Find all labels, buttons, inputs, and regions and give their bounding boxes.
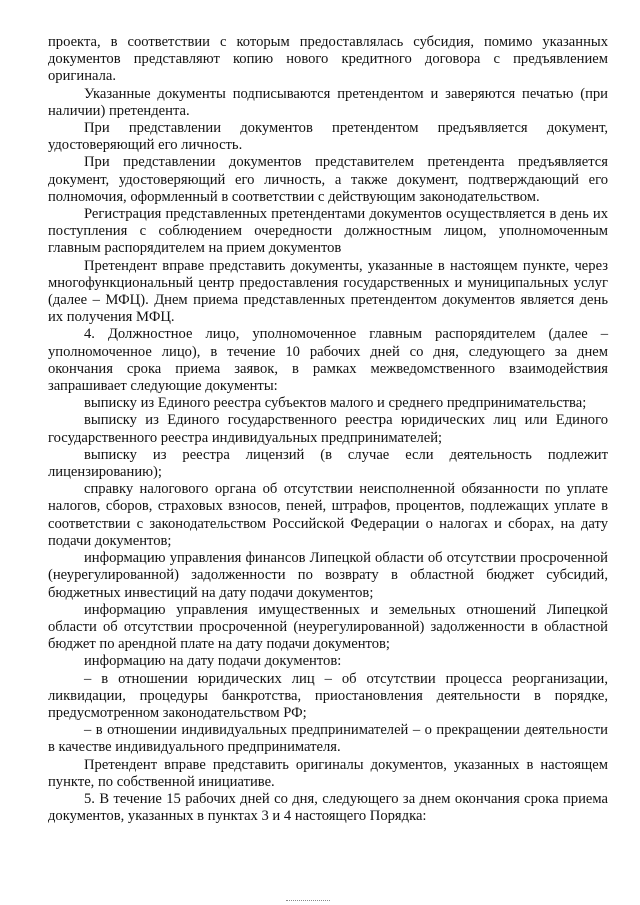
list-item-entrepreneurs: – в отношении индивидуальных предпринимателей – о прекращении деятельности в качестве индивидуального предпринимателя. — [48, 722, 608, 756]
list-item-tax-certificate: справку налогового органа об отсутствии неисполненной обязанности по уплате налогов, сборов, страховых взносов, пеней, штрафов, процентов, подлежащих уплате в соответствии с законодательством Российской Федерации о налогах и сборах, на дату подачи документов; — [48, 481, 608, 549]
document-body — [48, 34, 608, 825]
list-item-info-date: информацию на дату подачи документов: — [84, 653, 342, 670]
list-item-property-info: информацию управления имущественных и земельных отношений Липецкой области об отсутствии просроченной (неурегулированной) задолженности в областной бюджет по арендной плате на дату подачи документов; — [48, 601, 608, 653]
paragraph-item-5: 5. В течение 15 рабочих дней со дня, следующего за днем окончания срока приема документов, указанных в пунктах 3 и 4 настоящего Порядка: — [48, 790, 608, 825]
paragraph-identity-representative: При представлении документов представителем претендента предъявляется документ, удостоверяющий его личность, а также документ, подтверждающий его полномочия, оформленный в соответствии с действующим законодательством. — [48, 154, 608, 205]
scan-artifact-line — [286, 900, 330, 902]
paragraph-continuation: проекта, в соответствии с которым предоставлялась субсидия, помимо указанных документов представляют копию нового кредитного договора с предъявлением оригинала. — [48, 34, 608, 85]
list-item-finance-info: информацию управления финансов Липецкой области об отсутствии просроченной (неурегулированной) задолженности по возврату в областной бюджет субсидий, бюджетных инвестиций на дату подачи документов; — [48, 550, 608, 601]
paragraph-mfc: Претендент вправе представить документы, указанные в настоящем пункте, через многофункциональный центр предоставления государственных и муниципальных услуг (далее – МФЦ). Днем приема представленных претендентом документов является день их получения МФЦ. — [48, 257, 608, 326]
list-item-state-registry: выписку из Единого государственного реестра юридических лиц или Единого государственного реестра индивидуальных предпринимателей; — [48, 412, 608, 446]
list-item-legal-entities: – в отношении юридических лиц – об отсутствии процесса реорганизации, ликвидации, процедуры банкротства, приостановления деятельности в порядке, предусмотренном законодательством РФ; — [48, 670, 608, 721]
paragraph-identity-applicant: При представлении документов претендентом предъявляется документ, удостоверяющий его личность. — [48, 120, 608, 154]
paragraph-originals: Претендент вправе представить оригиналы документов, указанных в настоящем пункте, по собственной инициативе. — [48, 756, 608, 790]
list-item-license-registry: выписку из реестра лицензий (в случае если деятельность подлежит лицензированию); — [48, 446, 608, 481]
paragraph-signature-note: Указанные документы подписываются претендентом и заверяются печатью (при наличии) претендента. — [48, 85, 608, 119]
paragraph-registration: Регистрация представленных претендентами документов осуществляется в день их поступления с соблюдением очередности должностным лицом, уполномоченным главным распорядителем на прием документов — [48, 206, 608, 257]
list-item-sme-registry: выписку из Единого реестра субъектов малого и среднего предпринимательства; — [84, 395, 587, 412]
paragraph-item-4: 4. Должностное лицо, уполномоченное главным распорядителем (далее – уполномоченное лицо), в течение 10 рабочих дней со дня, следующего за днем окончания срока приема заявок, в рамках межведомственного взаимодействия запрашивает следующие документы: — [48, 326, 608, 395]
